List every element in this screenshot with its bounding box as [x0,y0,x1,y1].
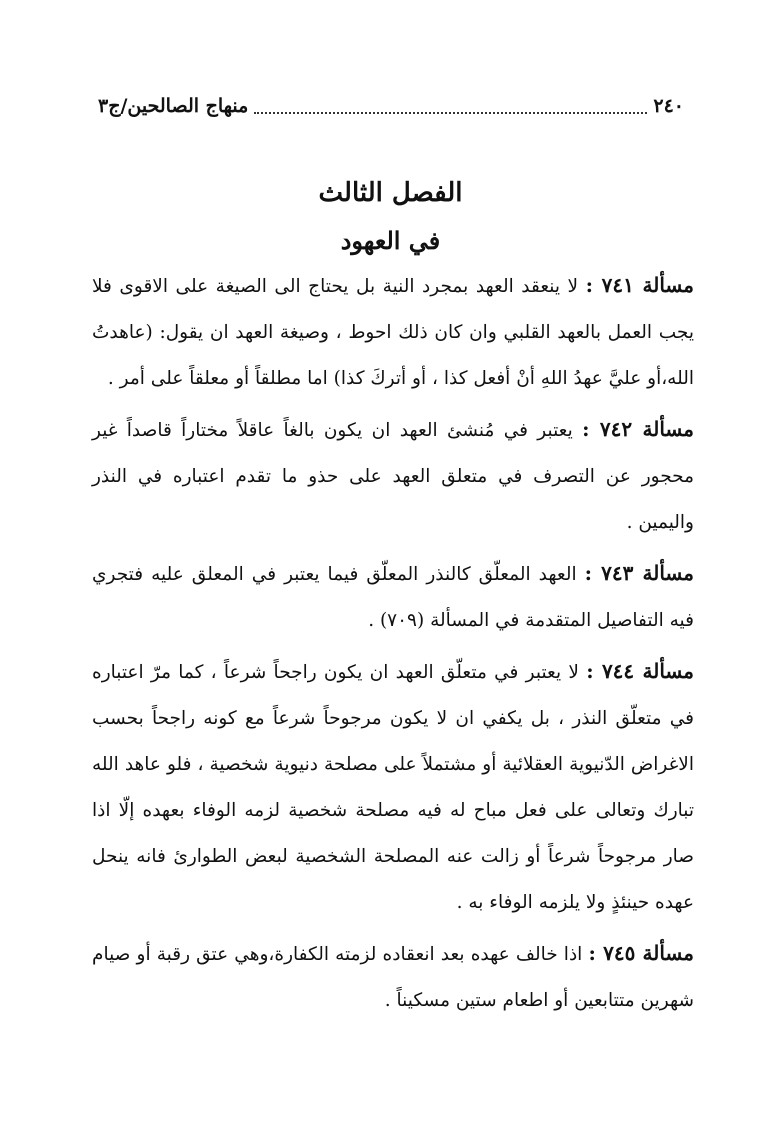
issue-text: لا ينعقد العهد بمجرد النية بل يحتاج الى الصيغة على الاقوى فلا يجب العمل بالعهد القلبي وان كان ذلك احوط ، وصيغة العهد ان يقول: (عاهدتُ الله،أو عليَّ عهدُ اللهِ أنْ أفعل كذا ، أو أتركَ كذا) اما مطلقاً أو معلقاً على أمر . [92,276,694,389]
issue-paragraph [92,930,694,1024]
issue-paragraph [92,648,694,926]
running-header [98,90,684,122]
leader-dots [254,111,647,114]
issue-label: مسألة ٧٤٥ : [588,941,694,965]
page-number: ٢٤٠ [653,95,684,117]
chapter-subtitle: في العهود [340,226,441,255]
issue-paragraph [92,262,694,402]
body-text [92,262,694,1028]
chapter-title: الفصل الثالث [318,178,463,208]
issue-paragraph [92,406,694,546]
issue-label: مسألة ٧٤٤ : [586,659,694,683]
issue-paragraph [92,550,694,644]
issue-text: العهد المعلّق كالنذر المعلّق فيما يعتبر في المعلق عليه فتجري فيه التفاصيل المتقدمة في المسألة (٧٠٩) . [92,564,694,631]
issue-text: لا يعتبر في متعلّق العهد ان يكون راجحاً شرعاً ، كما مرّ اعتباره في متعلّق النذر ، بل يكفي ان لا يكون مرجوحاً شرعاً مع كونه راجحاً بحسب الاغراض الدّنيوية العقلائية أو مشتملاً على مصلحة دنيوية شخصية ، فلو عاهد الله تبارك وتعالى على فعل مباح له فيه مصلحة شخصية لزمه الوفاء بعهده إلّا اذا صار مرجوحاً شرعاً أو زالت عنه المصلحة الشخصية لبعض الطوارئ فانه ينحل عهده حينئذٍ ولا يلزمه الوفاء به . [92,662,694,913]
issue-label: مسألة ٧٤٣ : [584,561,694,585]
book-title: منهاج الصالحين/ج٣ [98,95,249,117]
issue-label: مسألة ٧٤١ : [585,273,694,297]
issue-text: يعتبر في مُنشئ العهد ان يكون بالغاً عاقلاً مختاراً قاصداً غير محجور عن التصرف في متعلق العهد على حذو ما تقدم اعتباره في النذر واليمين . [92,420,694,533]
issue-text: اذا خالف عهده بعد انعقاده لزمته الكفارة،وهي عتق رقبة أو صيام شهرين متتابعين أو اطعام ستين مسكيناً . [92,944,694,1011]
issue-label: مسألة ٧٤٢ : [582,417,694,441]
